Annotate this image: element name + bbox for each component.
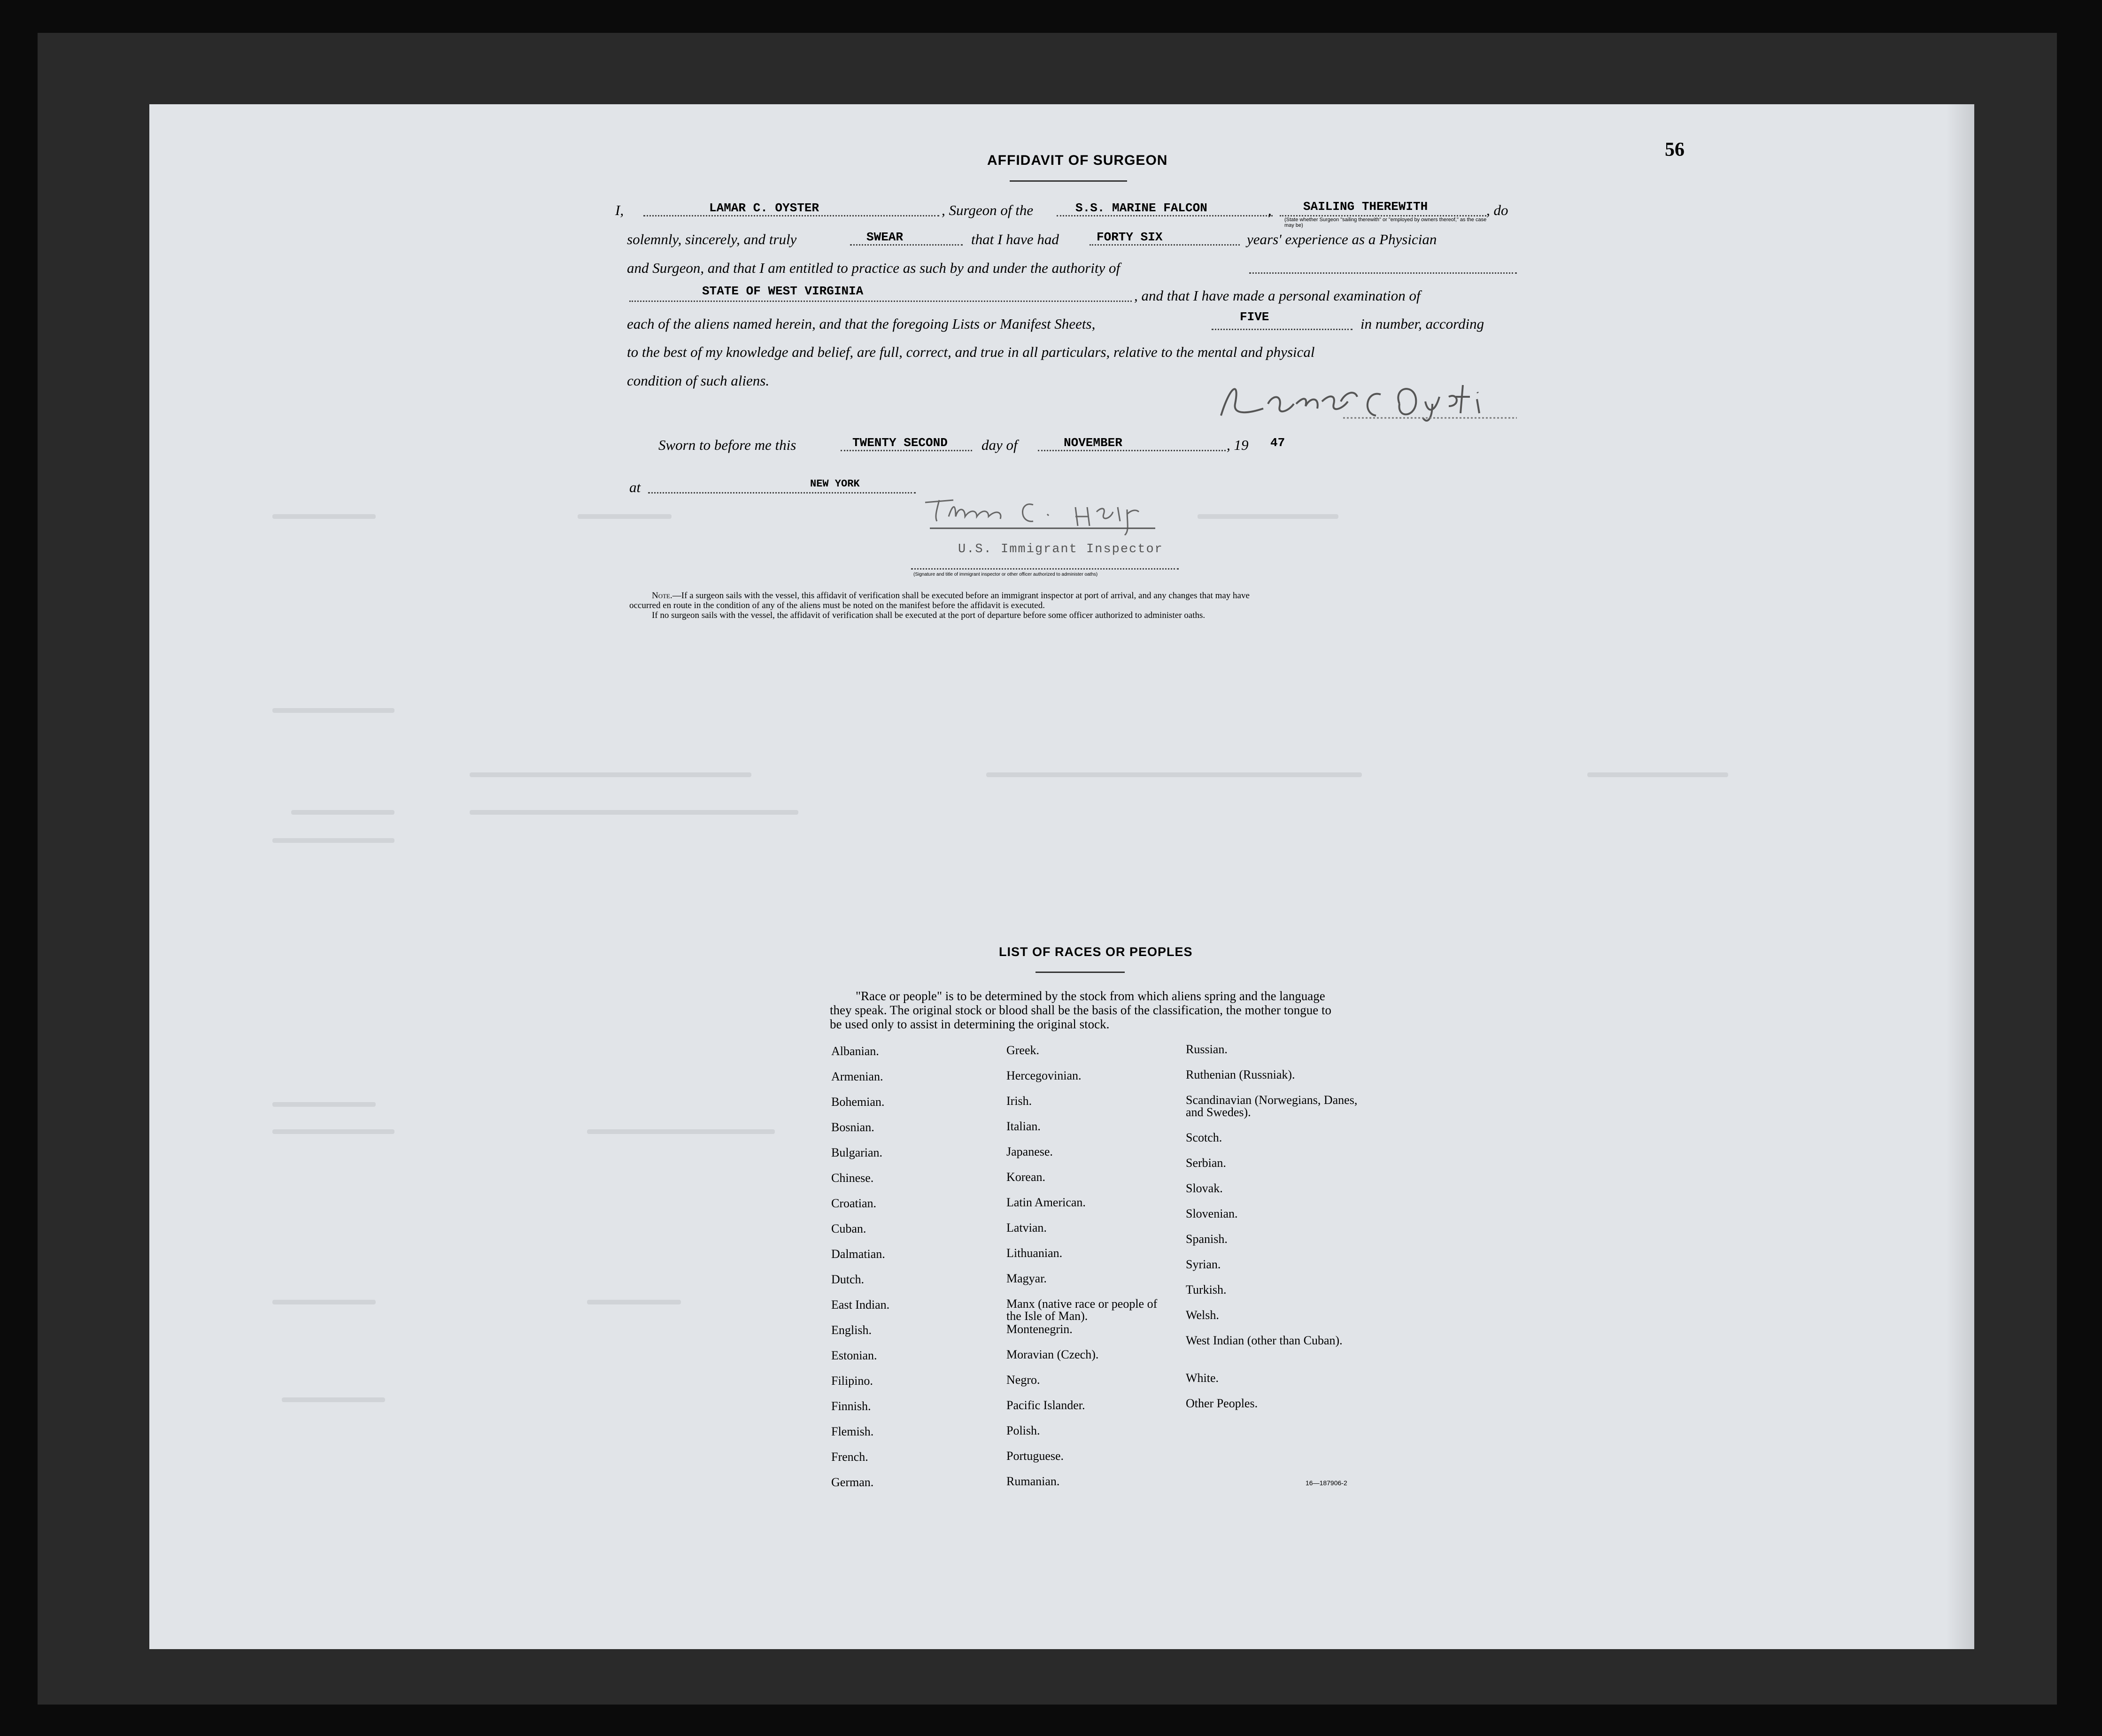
- race-item: Croatian.: [831, 1196, 877, 1210]
- race-item: Manx (native race or people of the Isle of Man).: [1006, 1297, 1158, 1323]
- inspector-title: U.S. Immigrant Inspector: [958, 542, 1163, 556]
- sworn-year: 47: [1270, 436, 1285, 450]
- inspector-line: [911, 568, 1179, 570]
- race-item: Italian.: [1006, 1119, 1041, 1133]
- surgeon-name: LAMAR C. OYSTER: [709, 201, 819, 215]
- race-item: Bosnian.: [831, 1120, 874, 1134]
- surgeon-signature: [1212, 376, 1522, 427]
- races-column-1: [831, 1045, 986, 1502]
- race-item: Finnish.: [831, 1399, 871, 1413]
- line4-text: , and that I have made a personal examination of: [1134, 287, 1421, 304]
- race-item: Dalmatian.: [831, 1247, 885, 1261]
- race-item: Magyar.: [1006, 1272, 1047, 1285]
- race-item: Slovak.: [1186, 1181, 1223, 1195]
- race-item: Chinese.: [831, 1171, 874, 1185]
- race-item: Lithuanian.: [1006, 1246, 1063, 1260]
- race-item: Korean.: [1006, 1170, 1046, 1184]
- race-item: French.: [831, 1450, 868, 1464]
- race-item: Spanish.: [1186, 1232, 1228, 1246]
- race-item: White.: [1186, 1371, 1219, 1385]
- surgeon-of-label: , Surgeon of the: [942, 202, 1034, 218]
- authority-line-top: [1249, 272, 1517, 274]
- race-item: Scotch.: [1186, 1131, 1222, 1144]
- race-item: Syrian.: [1186, 1258, 1221, 1271]
- at-label: at: [629, 479, 641, 495]
- races-column-2: [1006, 1044, 1171, 1501]
- race-item: Scandinavian (Norwegians, Danes, and Swedes).: [1186, 1093, 1358, 1119]
- year-prefix: , 19: [1227, 437, 1249, 453]
- race-item: Portuguese.: [1006, 1449, 1064, 1463]
- that-i-have-had-label: that I have had: [971, 231, 1059, 247]
- line5-text: each of the aliens named herein, and that the foregoing Lists or Manifest Sheets,: [627, 316, 1096, 332]
- race-item: Cuban.: [831, 1222, 866, 1235]
- race-item: Polish.: [1006, 1424, 1040, 1437]
- race-item: Bohemian.: [831, 1095, 885, 1109]
- sworn-month: NOVEMBER: [1064, 436, 1122, 450]
- race-item: Moravian (Czech).: [1006, 1348, 1099, 1361]
- race-item: Bulgarian.: [831, 1146, 883, 1159]
- status-line: [1280, 215, 1486, 216]
- oath-word: SWEAR: [866, 230, 904, 244]
- races-intro: "Race or people" is to be determined by the stock from which aliens spring and the language they speak. The original stock or blood shall be the basis of the classification, the mother tongue to be used only to assist in determining the original stock.: [830, 989, 1332, 1031]
- note-text-3: If no surgeon sails with the vessel, the affidavit of verification shall be executed at the port of departure before some officer authorized to administer oaths.: [652, 610, 1206, 620]
- solemnly-label: solemnly, sincerely, and truly: [627, 231, 797, 247]
- note-text-2: occurred en route in the condition of any of the aliens must be noted on the manifest before the affidavit is executed.: [629, 601, 1045, 610]
- inspector-signature: [920, 488, 1165, 535]
- race-item: Flemish.: [831, 1425, 874, 1438]
- race-item: Armenian.: [831, 1070, 883, 1083]
- line7-text: condition of such aliens.: [627, 372, 770, 389]
- race-item: Hercegovinian.: [1006, 1069, 1082, 1082]
- form-code: 16—187906-2: [1306, 1479, 1347, 1487]
- authority: STATE OF WEST VIRGINIA: [702, 284, 864, 298]
- race-item: West Indian (other than Cuban).: [1186, 1334, 1343, 1347]
- affidavit-title: AFFIDAVIT OF SURGEON: [987, 153, 1168, 168]
- day-line: [841, 450, 972, 451]
- sheets-line: [1212, 329, 1352, 330]
- race-item: Albanian.: [831, 1044, 879, 1058]
- race-item: Negro.: [1006, 1373, 1040, 1387]
- race-item: Welsh.: [1186, 1308, 1219, 1322]
- day-of-label: day of: [981, 437, 1018, 453]
- sheets-count: FIVE: [1240, 310, 1269, 324]
- page-number: 56: [1665, 139, 1685, 161]
- years-experience: FORTY SIX: [1097, 230, 1163, 244]
- race-item: Latvian.: [1006, 1221, 1047, 1234]
- race-item: Russian.: [1186, 1042, 1228, 1056]
- race-item: Irish.: [1006, 1094, 1032, 1108]
- races-column-3: [1186, 1043, 1364, 1423]
- race-item: Japanese.: [1006, 1145, 1053, 1158]
- status-note: (State whether Surgeon "sailing therewith" or "employed by owners thereof," as the case may be): [1284, 217, 1487, 228]
- race-item: Turkish.: [1186, 1283, 1227, 1296]
- race-item: English.: [831, 1323, 872, 1337]
- in-number-label: in number, according: [1360, 316, 1484, 332]
- race-item: Ruthenian (Russniak).: [1186, 1068, 1295, 1081]
- signature-caption: (Signature and title of immigrant inspector or other officer authorized to administer oaths): [913, 572, 1098, 577]
- race-item: East Indian.: [831, 1298, 890, 1312]
- do-label: , do: [1486, 202, 1508, 218]
- note-lead: Note.: [652, 591, 672, 601]
- oath-line: [850, 244, 963, 246]
- affidavit-note: [629, 591, 1522, 620]
- race-item: Greek.: [1006, 1043, 1040, 1057]
- race-item: Latin American.: [1006, 1196, 1086, 1209]
- races-title: LIST OF RACES OR PEOPLES: [999, 945, 1193, 959]
- line3-text: and Surgeon, and that I am entitled to practice as such by and under the authority of: [627, 260, 1121, 276]
- years-line: [1090, 244, 1240, 246]
- vessel-name: S.S. MARINE FALCON: [1075, 201, 1207, 215]
- race-item: Estonian.: [831, 1349, 877, 1362]
- surgeon-name-line: [643, 215, 939, 216]
- note-text-1: —If a surgeon sails with the vessel, this affidavit of verification shall be executed before an immigrant inspector at port of arrival, and any changes that may have: [672, 591, 1250, 601]
- place-line: [648, 492, 916, 494]
- sworn-label: Sworn to before me this: [658, 437, 796, 453]
- race-item: German.: [831, 1475, 874, 1489]
- authority-line: [629, 301, 1132, 302]
- race-item: Pacific Islander.: [1006, 1398, 1085, 1412]
- sworn-place: NEW YORK: [810, 478, 860, 490]
- race-item: Slovenian.: [1186, 1207, 1238, 1220]
- sworn-day: TWENTY SECOND: [852, 436, 948, 450]
- month-line: [1038, 450, 1226, 451]
- comma: ,: [1268, 202, 1272, 218]
- race-item: Rumanian.: [1006, 1474, 1060, 1488]
- years-label: years' experience as a Physician: [1247, 231, 1437, 247]
- vessel-line: [1057, 215, 1273, 216]
- title-underline: [1010, 180, 1127, 182]
- affidavit-i: I,: [615, 202, 624, 218]
- race-item: Serbian.: [1186, 1156, 1226, 1170]
- race-item: Filipino.: [831, 1374, 873, 1388]
- surgeon-status: SAILING THEREWITH: [1303, 200, 1428, 214]
- race-item: Dutch.: [831, 1273, 865, 1286]
- race-item: Montenegrin.: [1006, 1322, 1073, 1336]
- line6-text: to the best of my knowledge and belief, are full, correct, and true in all particulars, relative to the mental and physical: [627, 344, 1315, 360]
- races-title-underline: [1036, 972, 1125, 973]
- race-item: Other Peoples.: [1186, 1397, 1258, 1410]
